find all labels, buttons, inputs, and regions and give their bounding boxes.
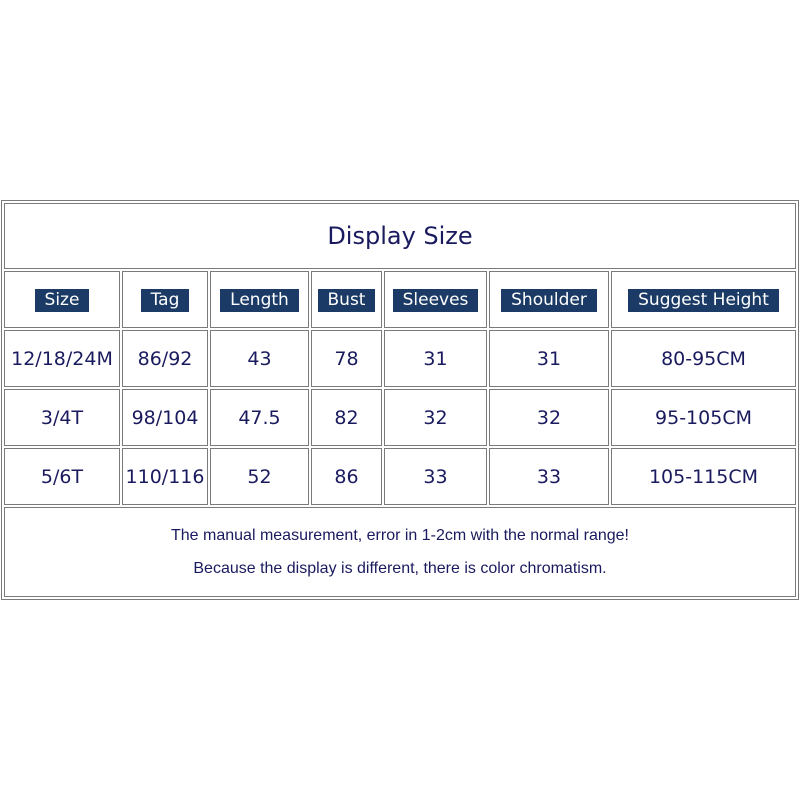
size-chart-table — [1, 200, 799, 600]
cell-sleeves: 31 — [384, 330, 487, 387]
table-row — [4, 330, 796, 387]
table-row — [4, 389, 796, 446]
header-cell-size — [4, 271, 120, 328]
cell-tag: 98/104 — [122, 389, 208, 446]
header-cell-tag — [122, 271, 208, 328]
cell-tag: 110/116 — [122, 448, 208, 505]
header-row — [4, 271, 796, 328]
cell-tag: 86/92 — [122, 330, 208, 387]
header-cell-shoulder — [489, 271, 609, 328]
cell-bust: 82 — [311, 389, 382, 446]
cell-length: 47.5 — [210, 389, 309, 446]
cell-bust: 86 — [311, 448, 382, 505]
header-cell-length — [210, 271, 309, 328]
note-color: Because the display is different, there is color chromatism. — [193, 560, 607, 577]
table-row — [4, 448, 796, 505]
header-label-sleeves: Sleeves — [393, 289, 479, 312]
cell-shoulder: 31 — [489, 330, 609, 387]
header-cell-sleeves — [384, 271, 487, 328]
header-label-suggest-height: Suggest Height — [628, 289, 779, 312]
header-label-bust: Bust — [318, 289, 376, 312]
note-measurement: The manual measurement, error in 1-2cm with the normal range! — [171, 527, 629, 544]
header-cell-bust — [311, 271, 382, 328]
header-cell-suggest-height — [611, 271, 796, 328]
cell-sleeves: 33 — [384, 448, 487, 505]
table-title: Display Size — [4, 203, 796, 269]
header-label-length: Length — [220, 289, 299, 312]
cell-sleeves: 32 — [384, 389, 487, 446]
cell-bust: 78 — [311, 330, 382, 387]
header-label-shoulder: Shoulder — [501, 289, 597, 312]
cell-shoulder: 33 — [489, 448, 609, 505]
cell-suggest-height: 80-95CM — [611, 330, 796, 387]
header-label-size: Size — [35, 289, 90, 312]
header-label-tag: Tag — [141, 289, 190, 312]
cell-suggest-height: 95-105CM — [611, 389, 796, 446]
cell-length: 43 — [210, 330, 309, 387]
cell-size: 3/4T — [4, 389, 120, 446]
notes-cell — [4, 507, 796, 597]
cell-suggest-height: 105-115CM — [611, 448, 796, 505]
cell-size: 12/18/24M — [4, 330, 120, 387]
cell-length: 52 — [210, 448, 309, 505]
cell-shoulder: 32 — [489, 389, 609, 446]
cell-size: 5/6T — [4, 448, 120, 505]
